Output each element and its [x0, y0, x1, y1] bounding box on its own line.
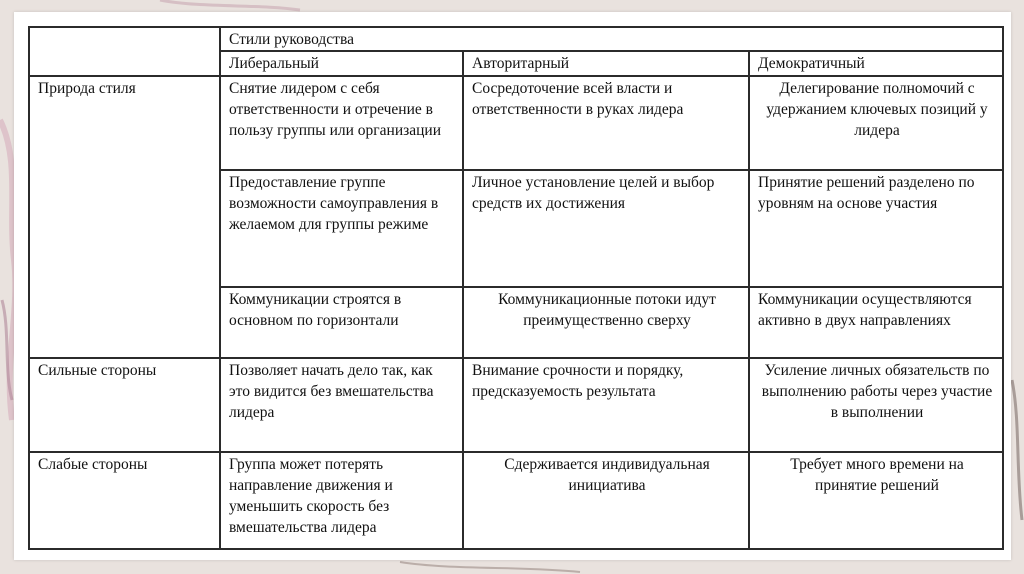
cell-text: Усиление личных обязательств по выполнению работы через участие в выполнении — [761, 362, 993, 422]
cell-text: Требует много времени на принятие решений — [790, 456, 964, 495]
cell-text: Предоставление группе возможности самоуправления в желаемом для группы режиме — [229, 174, 439, 234]
cell-text: Сдерживается индивидуальная инициатива — [504, 456, 710, 495]
table-cell — [463, 76, 749, 170]
cell-text: Позволяет начать дело так, как это видится без вмешательства лидера — [229, 362, 434, 422]
table-cell — [749, 170, 1003, 287]
table-row — [29, 76, 1003, 170]
table-cell — [749, 358, 1003, 452]
table-cell — [749, 76, 1003, 170]
style-header-authoritarian — [463, 51, 749, 75]
table-cell — [220, 287, 463, 358]
cell-text: Внимание срочности и порядку, предсказуемость результата — [472, 362, 684, 401]
cell-text: Коммуникации осуществляются активно в двух направлениях — [758, 290, 972, 329]
cell-text: Принятие решений разделено по уровням на основе участия — [758, 174, 975, 213]
background-swirl-top — [160, 0, 300, 10]
cell-text: Личное установление целей и выбор средств их достижения — [472, 174, 715, 213]
table-cell — [749, 452, 1003, 549]
row-label-text: Природа стиля — [38, 79, 136, 97]
row-label-strengths — [29, 358, 220, 452]
table-cell — [463, 358, 749, 452]
background-swirl-bottom — [400, 562, 580, 572]
table-cell — [463, 170, 749, 287]
table-header-cell — [220, 27, 1003, 51]
table-cell — [220, 170, 463, 287]
cell-text: Коммуникационные потоки идут преимущественно сверху — [498, 290, 716, 329]
cell-text: Снятие лидером с себя ответственности и отречение в пользу группы или организации — [229, 79, 442, 139]
row-label-text: Сильные стороны — [38, 362, 157, 380]
background-swirl-right — [1012, 380, 1022, 520]
style-header-authoritarian-label: Авторитарный — [472, 55, 570, 73]
table-row — [29, 452, 1003, 549]
table-cell — [749, 287, 1003, 358]
cell-text: Группа может потерять направление движения и уменьшить скорость без вмешательства лидера — [229, 456, 393, 537]
table-cell — [220, 358, 463, 452]
table-row — [29, 358, 1003, 452]
style-header-democratic-label: Демократичный — [758, 55, 865, 73]
style-header-liberal — [220, 51, 463, 75]
leadership-styles-table — [28, 26, 1004, 550]
table-header-title: Стили руководства — [229, 31, 354, 48]
cell-text: Делегирование полномочий с удержанием ключевых позиций у лидера — [766, 79, 988, 139]
table-cell — [220, 452, 463, 549]
slide — [14, 12, 1011, 560]
table-cell — [463, 287, 749, 358]
style-header-democratic — [749, 51, 1003, 75]
cell-text: Сосредоточение всей власти и ответственности в руках лидера — [472, 79, 684, 118]
row-label-weaknesses — [29, 452, 220, 549]
cell-text: Коммуникации строятся в основном по горизонтали — [229, 290, 402, 329]
row-label-text: Слабые стороны — [38, 456, 148, 474]
style-header-liberal-label: Либеральный — [229, 55, 319, 73]
table-corner-cell — [29, 27, 220, 76]
table-cell — [220, 76, 463, 170]
table-cell — [463, 452, 749, 549]
row-label-style-nature — [29, 76, 220, 358]
